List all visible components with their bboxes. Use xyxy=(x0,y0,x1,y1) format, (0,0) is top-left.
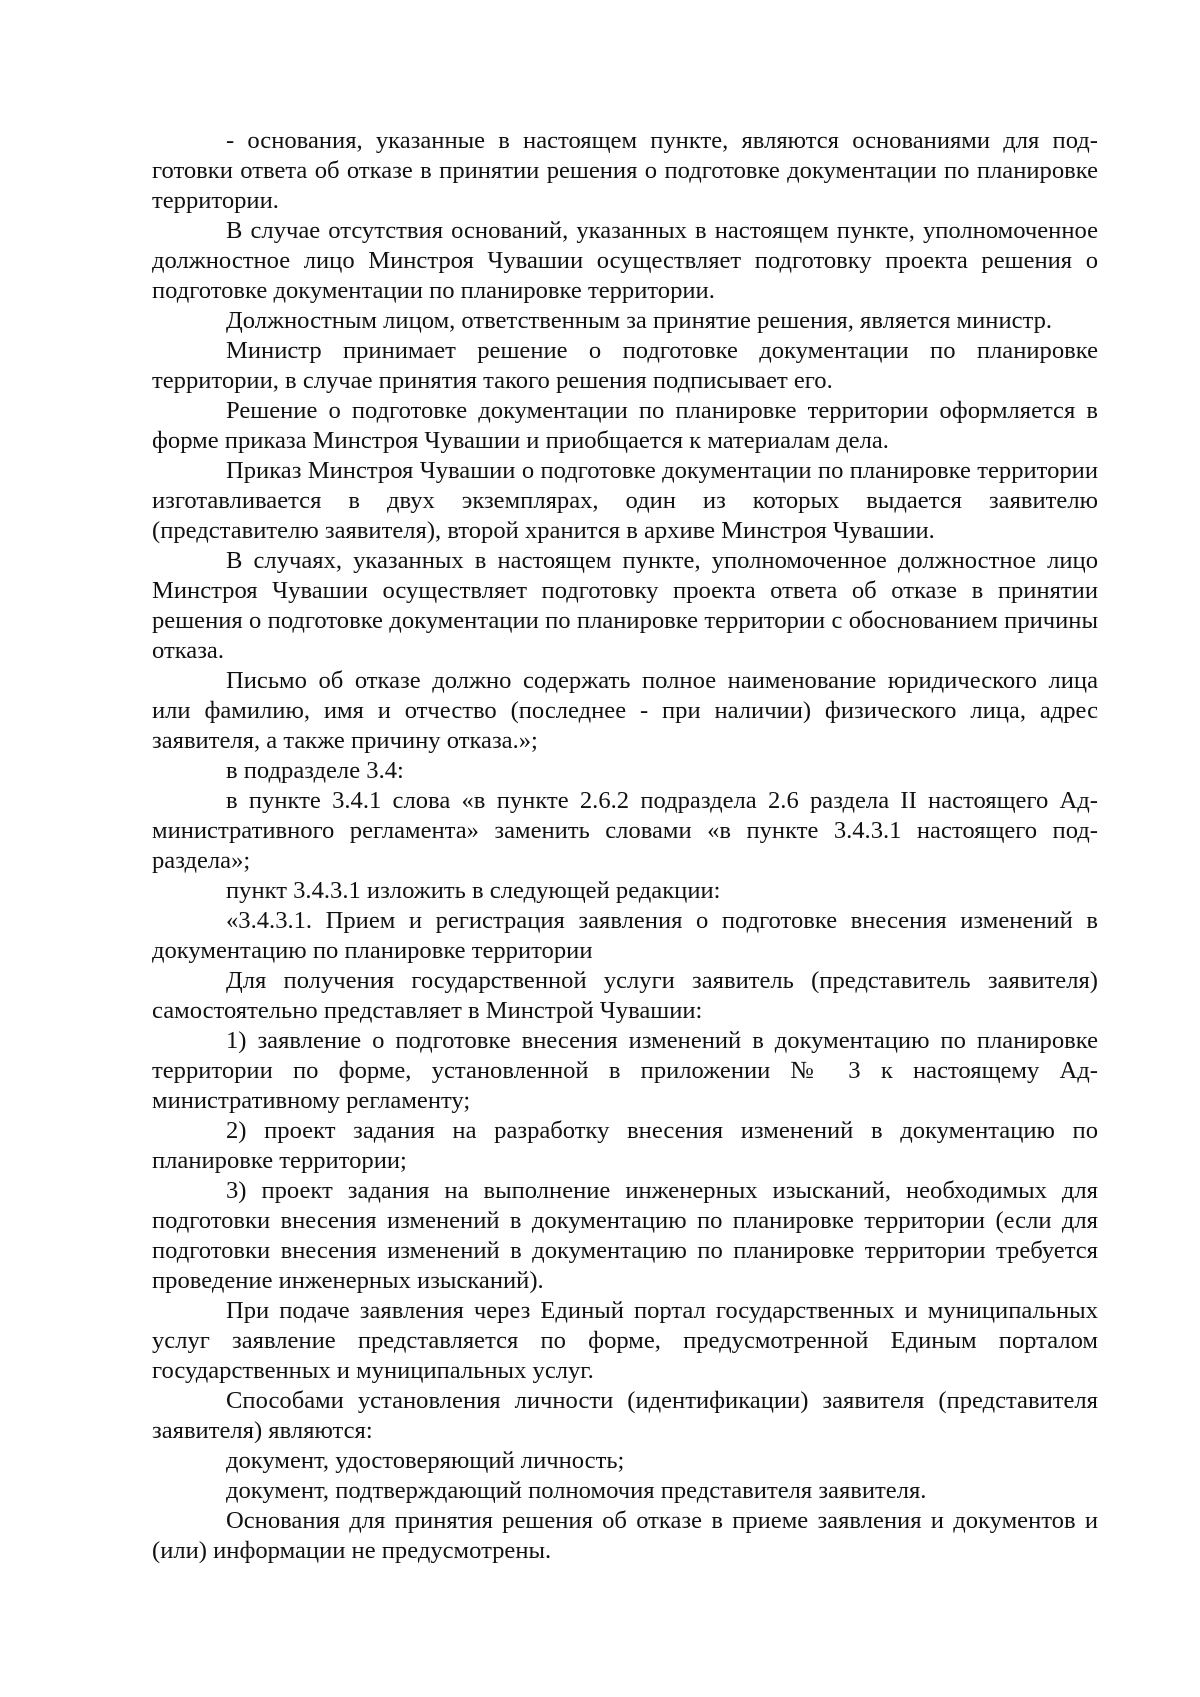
paragraph: документ, подтверждающий полномочия представителя заявителя. xyxy=(226,1477,927,1504)
paragraph: в пункте 3.4.1 слова «в пункте 2.6.2 подраздела 2.6 раздела II настоящего Административного регламента» заменить словами «в пункте 3.4.3.1 настоящего подраздела»; xyxy=(152,787,1098,874)
paragraph: 1) заявление о подготовке внесения изменений в документацию по планировке территории по форме, установленной в приложении № 3 к настоящему Административному регламенту; xyxy=(152,1027,1098,1114)
paragraph: 2) проект задания на разработку внесения изменений в документацию по планировке территории; xyxy=(152,1117,1098,1174)
paragraph: Решение о подготовке документации по планировке территории оформляется в форме приказа Минстроя Чувашии и приобщается к материалам дела. xyxy=(152,397,1098,454)
paragraph: в подразделе 3.4: xyxy=(226,757,404,784)
paragraph: Должностным лицом, ответственным за принятие решения, является министр. xyxy=(226,307,1053,334)
paragraph: Для получения государственной услуги заявитель (представитель заявителя) самостоятельно представляет в Минстрой Чувашии: xyxy=(152,967,1098,1024)
paragraph: Способами установления личности (идентификации) заявителя (представителя заявителя) являются: xyxy=(152,1387,1098,1444)
paragraph: Основания для принятия решения об отказе в приеме заявления и документов и (или) информации не предусмотрены. xyxy=(152,1507,1098,1564)
paragraph: Министр принимает решение о подготовке документации по планировке территории, в случае принятия такого решения подписывает его. xyxy=(152,337,1098,394)
paragraph: В случаях, указанных в настоящем пункте, уполномоченное должностное лицо Минстроя Чувашии осуществляет подготовку проекта ответа об отказе в принятии решения о подготовке документации по планировке территории с обоснованием причины отказа. xyxy=(152,547,1098,664)
paragraph: Письмо об отказе должно содержать полное наименование юридического лица или фамилию, имя и отчество (последнее - при наличии) физического лица, адрес заявителя, а также причину отказа.»; xyxy=(152,667,1098,754)
paragraph: В случае отсутствия оснований, указанных в настоящем пункте, уполномоченное должностное лицо Минстроя Чувашии осуществляет подготовку проекта решения о подготовке документации по планировке территории. xyxy=(152,217,1098,304)
paragraph: пункт 3.4.3.1 изложить в следующей редакции: xyxy=(226,877,721,904)
paragraph: - основания, указанные в настоящем пункте, являются основаниями для подготовки ответа об отказе в принятии решения о подготовке документации по планировке территории. xyxy=(152,127,1098,214)
document-body xyxy=(152,126,1098,1566)
paragraph: Приказ Минстроя Чувашии о подготовке документации по планировке территории изготавливается в двух экземплярах, один из которых выдается заявителю (представителю заявителя), второй хранится в архиве Минстроя Чувашии. xyxy=(152,457,1098,544)
paragraph: 3) проект задания на выполнение инженерных изысканий, необходимых для подготовки внесения изменений в документацию по планировке территории (если для подготовки внесения изменений в документацию по планировке территории требуется проведение инженерных изысканий). xyxy=(152,1177,1098,1294)
paragraph: документ, удостоверяющий личность; xyxy=(226,1447,625,1474)
paragraph: При подаче заявления через Единый портал государственных и муниципальных услуг заявление представляется по форме, предусмотренной Единым порталом государственных и муниципальных услуг. xyxy=(152,1297,1098,1384)
paragraph: «3.4.3.1. Прием и регистрация заявления о подготовке внесения изменений в документацию по планировке территории xyxy=(152,907,1098,964)
